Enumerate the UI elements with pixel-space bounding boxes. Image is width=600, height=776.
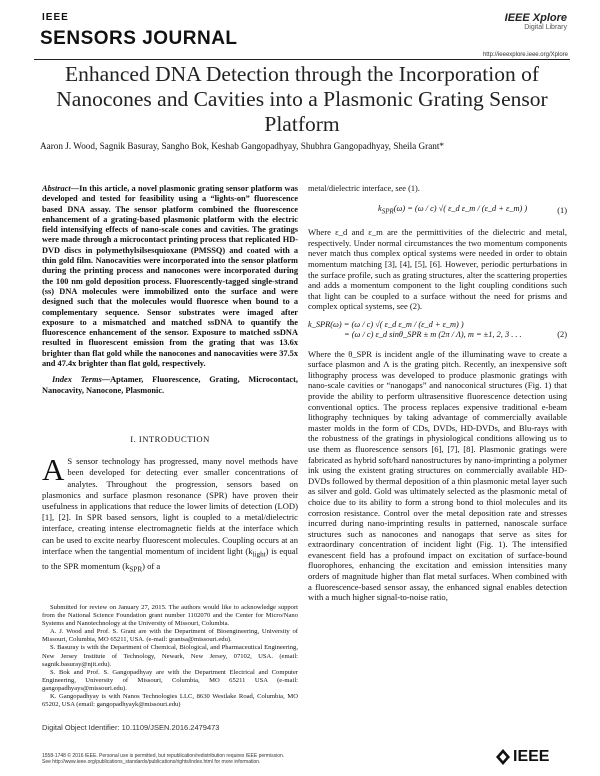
equation-1-body: $k_{SPR}(\omega) = (\omega / c)$ √( ε_d ε_m / (ε_d + ε_m) ): [378, 204, 528, 216]
ieee-small-logo: IEEE: [42, 12, 69, 23]
index-terms: Index Terms—Aptamer, Fluorescence, Grating, Microcontact, Nanocavity, Nanocone, Plasmonic.: [42, 375, 298, 395]
right-paragraph-2: Where ε_d and ε_m are the permittivities of the dielectric and metal, respectively. Under normal circumstances the two momentum components never match thus complex optical systems were needed in order to obtain momentum matching [3], [4], [5], [6]. However, periodic perturbations in the surface profile, such as grating structures, alter the scattering properties and adds a momentum component to the light coupling conditions such that light can be coupled to a surface without the need for prisms and complex optical systems, see (2).: [308, 227, 567, 312]
ieee-footer-logo: [496, 748, 549, 766]
footnote-2: A. J. Wood and Prof. S. Grant are with the Department of Bioengineering, University of Missouri, Columbia, MO 65211, USA. (e-mail: grantsa@missouri.edu).: [42, 628, 298, 644]
equation-2-line-2: = (ω / c) ε_d sinθ_SPR ± m (2π / Λ), m = ±1, 2, 3 . . . (2): [344, 330, 567, 340]
footnotes: [42, 604, 298, 709]
ieee-xplore-logo: [467, 12, 567, 31]
section-heading: I. INTRODUCTION: [130, 433, 210, 444]
doi[interactable]: Digital Object Identifier: 10.1109/JSEN.2016.2479473: [42, 723, 220, 732]
abstract: Abstract—In this article, a novel plasmonic grating sensor platform was developed and tested for feasibility using a “lights-on” fluorescence based DNA assay. The sensor platform combined the fluorescence enhancement of a grating-based plasmonic platform with the electric field intensifying effects of nano-scale cones and cavities. The gratings were made through a microcontact printing process that replicated HD-DVD discs in polymethylsilsesquioxane (PMSSQ) and coated with a thin gold film. Nanocavities were incorporated into the sensor platform during the printing process and nanocones were incorporated during the 100 nm gold deposition process. Fluorescently-tagged single-strand (ss) DNA molecules were immobilized onto the surface and were designed such that the molecules would fluoresce when bound to a complementary sequence. Sensor substrates were imaged after exposure to a mismatched and matched ssDNA to quantify the fluorescence enhancement of the sensor. Exposure to matched ssDNA resulted in fluorescent emission from the grating that was 13.6x brighter than flat gold while the nanocones and nanocavities were 37.5x and 47.4x brighter than flat gold, respectively.: [42, 184, 298, 369]
index-terms-text: Aptamer, Fluorescence, Grating, Microcontact, Nanocavity, Nanocone, Plasmonic.: [42, 375, 298, 395]
header-rule: [34, 59, 570, 60]
equation-1: [378, 204, 567, 217]
dropcap-letter: A: [42, 452, 65, 488]
footnote-5: K. Gangopadhyay is with Nanos Technologies LLC, 8630 Westlake Road, Columbia, MO 65202, USA (email: gangopadhyayk@missouri.edu): [42, 693, 298, 709]
intro-paragraph: A S sensor technology has progressed, many novel methods have been developed for detecting ever smaller concentrations of analytes. Throughout the progression, sensors based on plasmonics and surface plasmon resonance (SPR) have proven their usefulness in applications that reduce the lower limits of detection (LOD) [1], [2]. In SPR based sensors, light is coupled to a metal/dielectric interface, creating intense electromagnetic fields at the interface which can be used to excite nearby fluorescent molecules. Coupling occurs at an interface when the tangential momentum of incident light $(k_{light})$ is equal to the SPR momentum $(k_{SPR})$ of a: [42, 452, 298, 574]
xplore-sub-label: Digital Library: [524, 24, 567, 31]
right-column: [308, 184, 567, 603]
copyright-notice: [42, 753, 462, 765]
paper-title: Enhanced DNA Detection through the Incorporation of Nanocones and Cavities into a Plasmonic Grating Sensor Platform: [56, 62, 548, 136]
abstract-text: In this article, a novel plasmonic grating sensor platform was developed and tested for feasibility using a “lights-on” fluorescence based DNA assay. The sensor platform combined the fluorescence enhancement of a grating-based plasmonic platform with the electric field intensifying effects of nano-scale cones and cavities. The gratings were made through a microcontact printing process that replicated HD-DVD discs in polymethylsilsesquioxane (PMSSQ) and coated with a thin gold film. Nanocavities were incorporated into the sensor platform during the printing process and nanocones were incorporated during the 100 nm gold deposition process. Fluorescently-tagged single-strand (ss) DNA molecules were immobilized onto the surface and were designed such that the molecules would fluoresce when bound to a complementary sequence. Sensor substrates were imaged after exposure to a mismatched and matched ssDNA to quantify the fluorescence enhancement of the sensor. Exposure to matched ssDNA resulted in fluorescent emission from the grating that was 13.6x brighter than flat gold while the nanocones and nanocavities were 37.5x and 47.4x brighter than flat gold, respectively.: [42, 184, 298, 369]
equation-2-number: (2): [557, 330, 567, 340]
right-paragraph-1: metal/dielectric interface, see (1).: [308, 184, 420, 193]
abstract-label: Abstract: [42, 184, 71, 193]
ieee-diamond-icon: [496, 749, 510, 765]
footnote-1: Submitted for review on January 27, 2015. The authors would like to acknowledge support from the National Science Foundation grant number 1102070 and the Center for Micro/Nano Systems and Nanotechnology at the University of Missouri, Columbia.: [42, 604, 298, 628]
xplore-url[interactable]: http://ieeexplore.ieee.org/Xplore: [482, 52, 568, 58]
copyright-line-1: 1558-1748 © 2016 IEEE. Personal use is permitted, but republication/redistribution requires IEEE permission.: [42, 753, 285, 759]
right-paragraph-3: Where the θ_SPR is incident angle of the illuminating wave to create a surface plasmon and Λ is the grating pitch. Recently, an inexpensive soft lithography process was developed to produce plasmonic gratings with nano-scale cavities or “nanogaps” and nanoconical structures (Fig. 1) that provide the ability to perform ultrasensitive fluorescence detection using conventional optics. The process replaces expensive traditional e-beam lithography techniques by taking advantage of commercially available master molds in the form of CDs, DVDs, HD-DVDs, and Blu-rays with the robustness of the gratings in physiological conditions allowing us to use them as fluorescence sensors [6], [7], [8]. Plasmonic gratings were fabricated as hybrid soft/hard nanostructures by nano-imprinting a polymer ink using the existent grating structures on commercially available HD-DVDs followed by thermal deposition of a thin plasmonic metal layer such as silver and gold. Gold was ultimately selected as the plasmonic metal of choice due to its ability to form a strong bond to thiol molecules and its corrosion resistance. Control over the metal deposition rate and stresses incurred during nano-imprinting results in patterned, nanoscale surface structures such as nanocones and nanogaps that serve as sites for extraordinary concentration of incident light (Fig. 1). The intensified evanescent field has a profound impact on excitation of surface-bound fluorophores, enhancing the excitation and emission intensities many orders of magnitude higher than flat metal surfaces. When combined with a fluorescence-based sensor assay, the enhanced signal enables detection with a much higher signal-to-noise ratio,: [308, 348, 567, 603]
equation-2-line-1: k_SPR(ω) = (ω / c) √( ε_d ε_m / (ε_d + ε_m) ): [308, 320, 464, 329]
left-column: [42, 184, 298, 576]
footnote-3: S. Basuray is with the Department of Chemical, Biological, and Pharmaceutical Engineering, New Jersey Institute of Technology, Newark, New Jersey, 07102, USA. (email: sagnik.basuray@njit.edu).: [42, 644, 298, 668]
footnote-4: S. Bok and Prof. S. Gangopadhyay are with the Department Electrical and Computer Engineering, University of Missouri, Columbia, MO 65211 USA (e-mail: gangopadhyays@missouri.edu).: [42, 668, 298, 692]
paper-authors: Aaron J. Wood, Sagnik Basuray, Sangho Bok, Keshab Gangopadhyay, Shubhra Gangopadhyay, Sheila Grant*: [40, 141, 445, 151]
equation-1-number: (1): [557, 205, 567, 215]
index-terms-label: Index Terms: [52, 375, 102, 385]
copyright-line-2: See http://www.ieee.org/publications_standards/publications/rights/index.html for more information.: [42, 759, 261, 765]
journal-name: SENSORS JOURNAL: [40, 28, 238, 49]
ieee-footer-label: IEEE: [513, 748, 550, 765]
xplore-label: IEEE Xplore: [504, 12, 567, 24]
equation-2: [308, 320, 567, 341]
